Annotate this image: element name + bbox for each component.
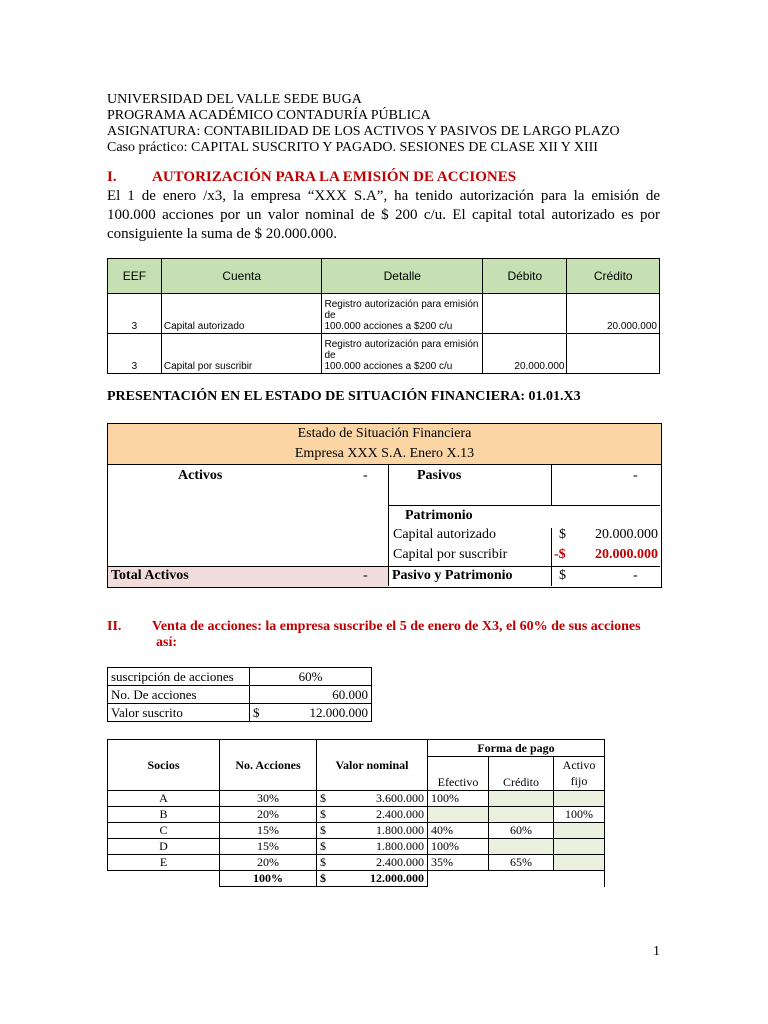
section-2-line: Venta de acciones: la empresa suscribe el 5 de enero de X3, el 60% de sus acciones	[152, 619, 641, 634]
journal-credito: 20.000.000	[567, 294, 660, 334]
header-valor-nominal: Valor nominal	[317, 740, 428, 791]
socio-credito	[489, 807, 554, 823]
section-2-title	[152, 619, 662, 651]
pasivos-value: -	[633, 468, 638, 483]
activos-label: Activos	[178, 468, 223, 483]
header-university: UNIVERSIDAD DEL VALLE SEDE BUGA	[107, 92, 362, 107]
journal-table	[107, 258, 660, 374]
total-pct: 100%	[220, 871, 317, 887]
total-activos-label: Total Activos	[111, 568, 189, 583]
header-case: Caso práctico: CAPITAL SUSCRITO Y PAGADO. SESIONES DE CLASE XII Y XIII	[107, 140, 598, 155]
activos-value: -	[363, 468, 368, 483]
socio-name: C	[108, 823, 220, 839]
socio-valor: 2.400.000	[333, 807, 428, 823]
journal-detalle-line: 100.000 acciones a $200 c/u	[324, 361, 453, 372]
socio-valor: 1.800.000	[333, 823, 428, 839]
empty-cell	[554, 871, 605, 887]
socio-pct: 20%	[220, 807, 317, 823]
socio-credito	[489, 839, 554, 855]
header-credito: Crédito	[489, 757, 554, 791]
section-1-title	[107, 169, 647, 186]
subscription-label: Valor suscrito	[108, 704, 250, 722]
table-row	[108, 686, 372, 704]
journal-detalle-line: Registro autorización para emisión de	[324, 339, 479, 361]
socio-valor: 1.800.000	[333, 839, 428, 855]
socio-activo	[554, 791, 605, 807]
subscription-table	[107, 667, 372, 722]
socio-name: E	[108, 855, 220, 871]
socio-credito: 60%	[489, 823, 554, 839]
balance-sheet-subtitle: Empresa XXX S.A. Enero X.13	[294, 446, 475, 461]
journal-cuenta: Capital por suscribir	[161, 334, 322, 374]
journal-header-eef: EEF	[108, 259, 162, 294]
socio-efectivo	[428, 807, 489, 823]
socio-name: A	[108, 791, 220, 807]
socio-sign: $	[317, 855, 334, 871]
balance-sheet-header	[108, 424, 661, 465]
journal-detalle	[322, 294, 483, 334]
pasivo-patrimonio-sign: $	[559, 568, 566, 583]
socio-sign: $	[317, 839, 334, 855]
subscription-label: No. De acciones	[108, 686, 250, 704]
socio-activo	[554, 855, 605, 871]
journal-detalle-line: Registro autorización para emisión de	[324, 299, 479, 321]
socio-pct: 15%	[220, 839, 317, 855]
table-row	[108, 294, 660, 334]
socio-pct: 30%	[220, 791, 317, 807]
capital-autorizado-label: Capital autorizado	[393, 527, 497, 542]
empty-cell	[108, 871, 220, 887]
table-row	[108, 668, 372, 686]
section-1-heading: AUTORIZACIÓN PARA LA EMISIÓN DE ACCIONES	[152, 169, 517, 185]
journal-header-row	[108, 259, 660, 294]
section-2-line: así:	[156, 635, 177, 650]
journal-eef: 3	[108, 294, 162, 334]
socio-activo	[554, 839, 605, 855]
socio-sign: $	[317, 807, 334, 823]
pasivo-patrimonio-value: -	[633, 568, 638, 583]
socio-efectivo: 100%	[428, 791, 489, 807]
socio-activo: 100%	[554, 807, 605, 823]
total-row	[108, 871, 605, 887]
balance-sheet-title: Estado de Situación Financiera	[297, 426, 472, 441]
row-divider	[389, 505, 660, 506]
section-1-paragraph: El 1 de enero /x3, la empresa “XXX S.A”, ha tenido autorización para la emisión de 100.000 acciones por un valor nominal de $ 200 c/u. El capital total autorizado es por consiguiente la suma de $ 20.000.000.	[107, 188, 660, 242]
total-activos-row	[108, 566, 388, 587]
journal-header-detalle: Detalle	[322, 259, 483, 294]
header-subject: ASIGNATURA: CONTABILIDAD DE LOS ACTIVOS Y PASIVOS DE LARGO PLAZO	[107, 124, 620, 139]
table-row	[108, 823, 605, 839]
socio-pct: 15%	[220, 823, 317, 839]
pasivos-label: Pasivos	[417, 468, 462, 483]
empty-cell	[428, 871, 489, 887]
capital-por-suscribir-sign: -$	[554, 547, 566, 562]
journal-header-cuenta: Cuenta	[161, 259, 322, 294]
journal-header-credito: Crédito	[567, 259, 660, 294]
socio-credito: 65%	[489, 855, 554, 871]
journal-debito: 20.000.000	[483, 334, 567, 374]
header-forma-pago: Forma de pago	[428, 740, 605, 757]
socio-valor: 3.600.000	[333, 791, 428, 807]
capital-autorizado-sign: $	[559, 527, 566, 542]
capital-autorizado-value: 20.000.000	[595, 527, 658, 542]
journal-eef: 3	[108, 334, 162, 374]
socio-sign: $	[317, 791, 334, 807]
capital-por-suscribir-value: 20.000.000	[595, 547, 658, 562]
total-activos-value: -	[363, 568, 368, 583]
table-row	[108, 334, 660, 374]
header-efectivo: Efectivo	[428, 757, 489, 791]
socio-efectivo: 35%	[428, 855, 489, 871]
capital-por-suscribir-label: Capital por suscribir	[393, 547, 508, 562]
subscription-sign: $	[250, 704, 271, 722]
subscription-label: suscripción de acciones	[108, 668, 250, 686]
column-divider	[551, 465, 552, 505]
section-2-number: II.	[107, 619, 122, 634]
table-row	[108, 704, 372, 722]
patrimonio-label: Patrimonio	[405, 508, 473, 523]
table-row	[108, 807, 605, 823]
socio-activo	[554, 823, 605, 839]
document-header	[107, 92, 620, 156]
header-acciones: No. Acciones	[220, 740, 317, 791]
journal-credito	[567, 334, 660, 374]
journal-detalle-line: 100.000 acciones a $200 c/u	[324, 321, 453, 332]
partners-header-row	[108, 740, 605, 757]
journal-debito	[483, 294, 567, 334]
header-fijo: fijo	[554, 774, 605, 791]
header-socios: Socios	[108, 740, 220, 791]
socio-credito	[489, 791, 554, 807]
section-1-number: I.	[107, 169, 117, 185]
presentation-title: PRESENTACIÓN EN EL ESTADO DE SITUACIÓN FINANCIERA: 01.01.X3	[107, 389, 581, 404]
socio-valor: 2.400.000	[333, 855, 428, 871]
subscription-value: 60%	[250, 668, 372, 686]
balance-sheet	[107, 423, 662, 588]
socio-efectivo: 40%	[428, 823, 489, 839]
total-sign: $	[317, 871, 334, 887]
socio-sign: $	[317, 823, 334, 839]
table-row	[108, 791, 605, 807]
journal-header-debito: Débito	[483, 259, 567, 294]
socio-name: D	[108, 839, 220, 855]
pasivo-patrimonio-row	[389, 566, 660, 587]
header-activo: Activo	[554, 757, 605, 774]
socio-name: B	[108, 807, 220, 823]
socio-pct: 20%	[220, 855, 317, 871]
journal-detalle	[322, 334, 483, 374]
journal-cuenta: Capital autorizado	[161, 294, 322, 334]
subscription-value: 12.000.000	[270, 704, 372, 722]
empty-cell	[489, 871, 554, 887]
header-program: PROGRAMA ACADÉMICO CONTADURÍA PÚBLICA	[107, 108, 431, 123]
pasivo-patrimonio-label: Pasivo y Patrimonio	[392, 568, 513, 583]
table-row	[108, 855, 605, 871]
subscription-value: 60.000	[250, 686, 372, 704]
partners-table	[107, 739, 605, 887]
socio-efectivo: 100%	[428, 839, 489, 855]
page-number: 1	[653, 944, 660, 959]
table-row	[108, 839, 605, 855]
total-valor: 12.000.000	[333, 871, 428, 887]
